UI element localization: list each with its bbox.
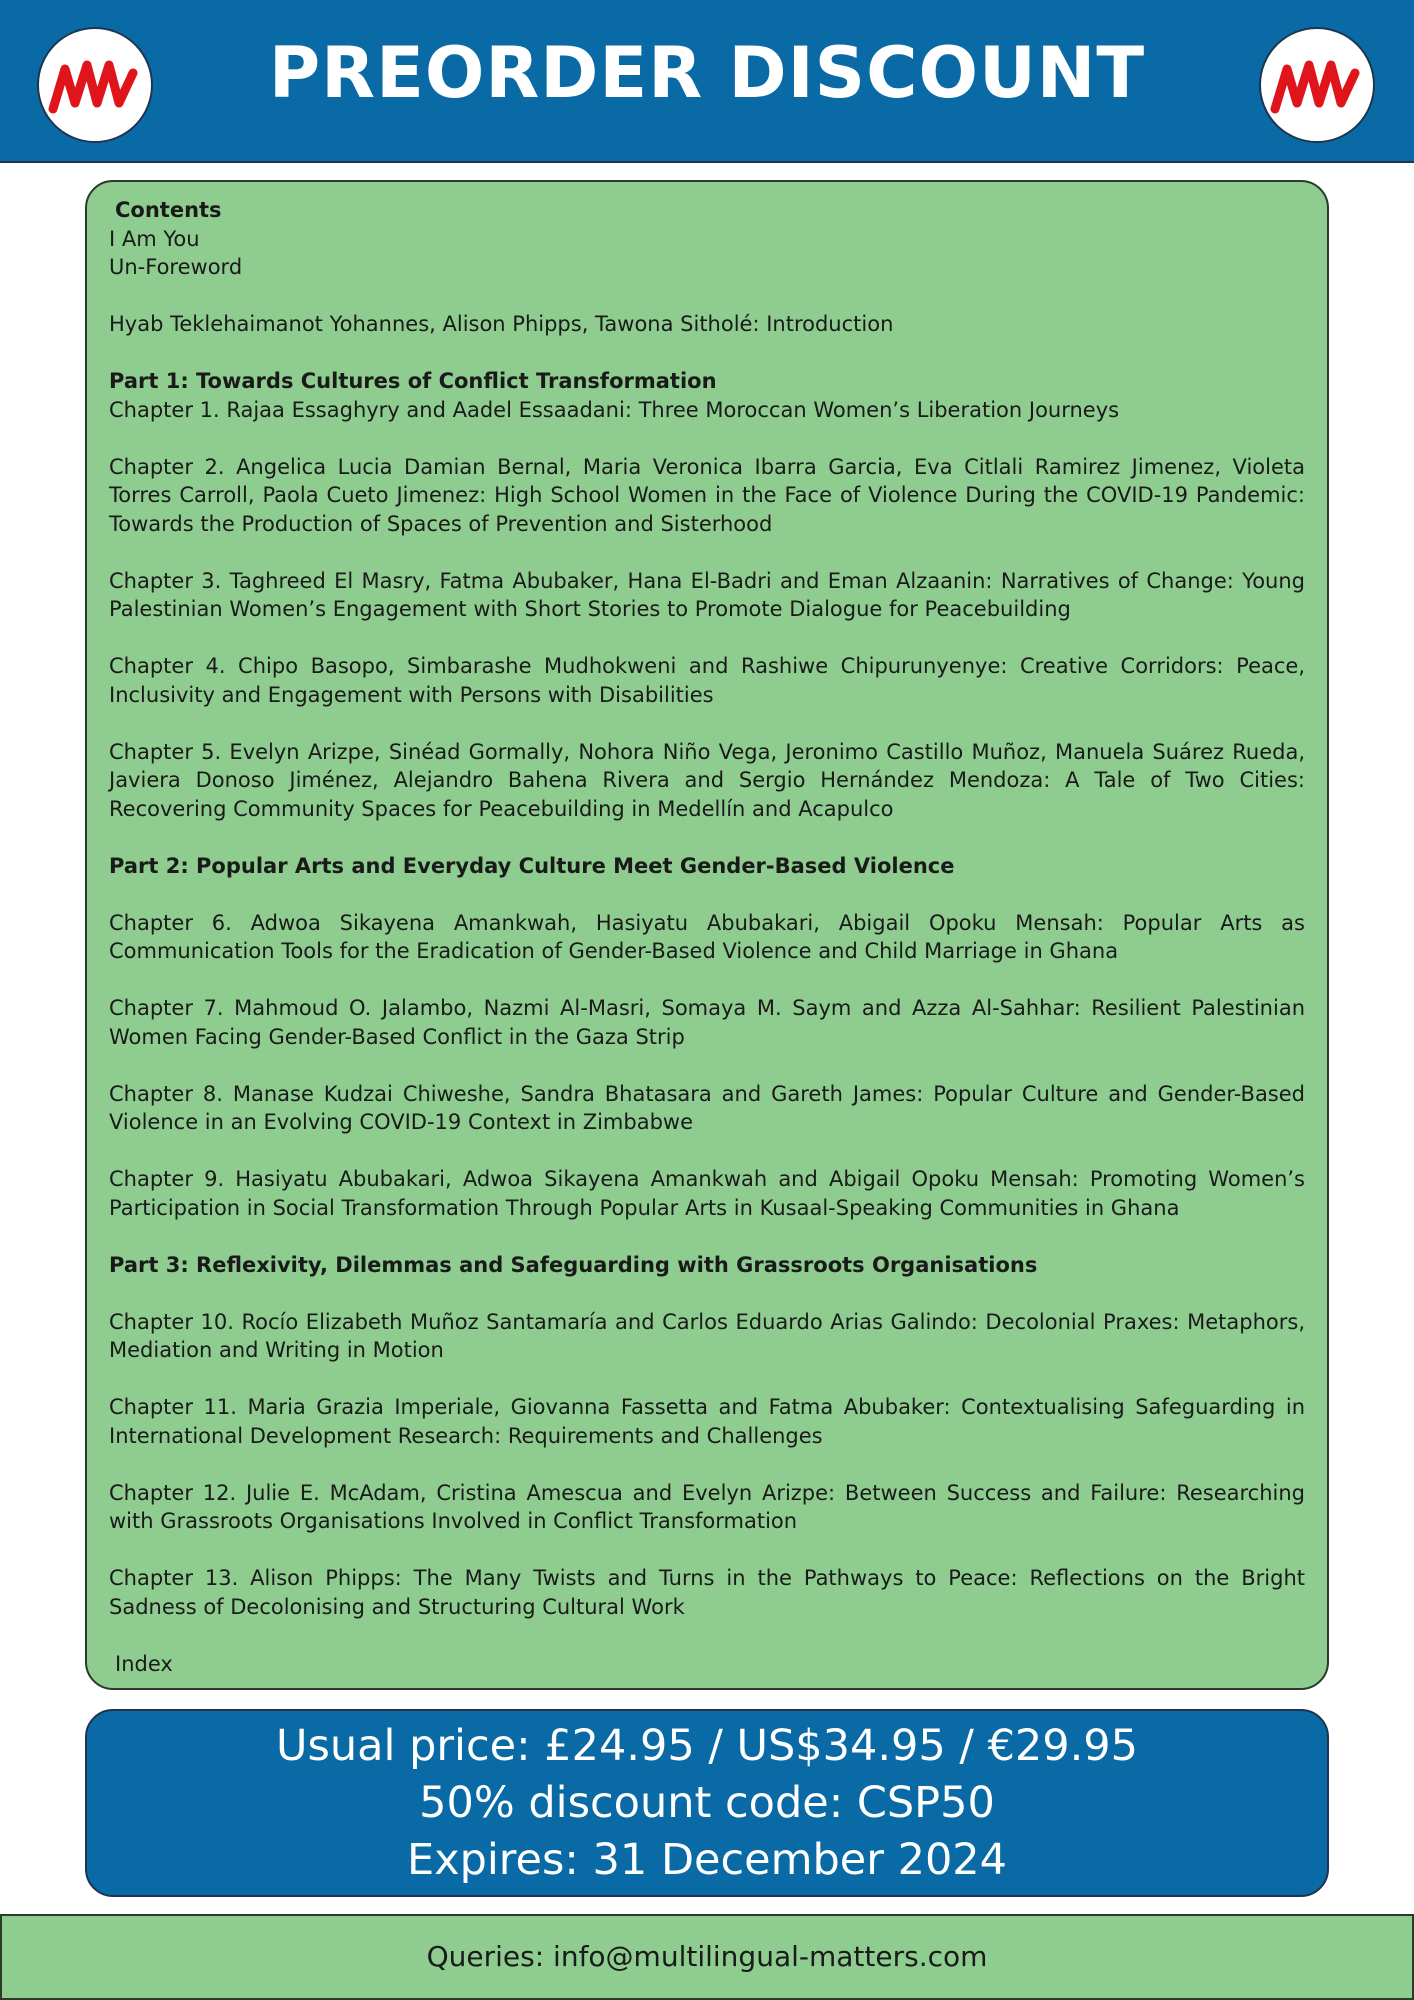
introduction-entry: Hyab Teklehaimanot Yohannes, Alison Phipps, Tawona Sitholé: Introduction <box>109 312 894 336</box>
chapter-entry: Chapter 10. Rocío Elizabeth Muñoz Santamaría and Carlos Eduardo Arias Galindo: Decolonial Praxes: Metaphors, Mediation and Writing in Motion <box>109 1309 1305 1362</box>
front-matter-item: I Am You <box>109 226 200 251</box>
contents-heading: Contents <box>115 198 222 222</box>
queries-email[interactable]: Queries: info@multilingual-matters.com <box>426 1940 988 1973</box>
page-title: PREORDER DISCOUNT <box>268 32 1146 114</box>
chapter-entry: Chapter 3. Taghreed El Masry, Fatma Abubaker, Hana El-Badri and Eman Alzaanin: Narratives of Change: Young Palestinian Women’s Engagement with Short Stories to Promote Dialogue for Peacebuilding <box>109 568 1305 621</box>
usual-price: Usual price: £24.95 / US$34.95 / €29.95 <box>275 1721 1139 1771</box>
chapter-entry: Chapter 13. Alison Phipps: The Many Twists and Turns in the Pathways to Peace: Reflections on the Bright Sadness of Decolonising and Structuring Cultural Work <box>109 1566 1305 1619</box>
multilingual-matters-logo-icon <box>1259 27 1375 143</box>
chapter-entry: Chapter 5. Evelyn Arizpe, Sinéad Gormally, Nohora Niño Vega, Jeronimo Castillo Muñoz, Manuela Suárez Rueda, Javiera Donoso Jiménez, Alejandro Bahena Rivera and Sergio Hernández Mendoza: A Tale of Two Cities: Recovering Community Spaces for Peacebuilding in Medellín and Acapulco <box>109 739 1305 821</box>
front-matter-item: Un-Foreword <box>109 255 243 279</box>
price-panel <box>85 1709 1329 1897</box>
table-of-contents <box>109 196 1305 1678</box>
chapter-entry: Chapter 8. Manase Kudzai Chiweshe, Sandra Bhatasara and Gareth James: Popular Culture and Gender-Based Violence in an Evolving COVID-19 Context in Zimbabwe <box>109 1081 1305 1134</box>
chapter-entry: Chapter 4. Chipo Basopo, Simbarashe Mudhokweni and Rashiwe Chipurunyenye: Creative Corridors: Peace, Inclusivity and Engagement with Persons with Disabilities <box>109 654 1305 707</box>
chapter-entry: Chapter 2. Angelica Lucia Damian Bernal, Maria Veronica Ibarra Garcia, Eva Citlali Ramirez Jimenez, Violeta Torres Carroll, Paola Cueto Jimenez: High School Women in the Face of Violence During the COVID-19 Pandemic: Towards the Production of Spaces of Prevention and Sisterhood <box>109 454 1305 536</box>
part-heading: Part 3: Reflexivity, Dilemmas and Safeguarding with Grassroots Organisations <box>109 1252 1038 1277</box>
chapter-entry: Chapter 12. Julie E. McAdam, Cristina Amescua and Evelyn Arizpe: Between Success and Failure: Researching with Grassroots Organisations Involved in Conflict Transformation <box>109 1480 1305 1533</box>
chapter-entry: Chapter 6. Adwoa Sikayena Amankwah, Hasiyatu Abubakari, Abigail Opoku Mensah: Popular Arts as Communication Tools for the Eradication of Gender-Based Violence and Child Marriage in Ghana <box>109 910 1305 963</box>
chapter-entry: Chapter 9. Hasiyatu Abubakari, Adwoa Sikayena Amankwah and Abigail Opoku Mensah: Promoting Women’s Participation in Social Transformation Through Popular Arts in Kusaal-Speaking Communities in Ghana <box>109 1167 1305 1220</box>
chapter-entry: Chapter 11. Maria Grazia Imperiale, Giovanna Fassetta and Fatma Abubaker: Contextualising Safeguarding in International Development Research: Requirements and Challenges <box>109 1395 1305 1448</box>
part-heading: Part 1: Towards Cultures of Conflict Transformation <box>109 369 717 393</box>
chapter-entry: Chapter 7. Mahmoud O. Jalambo, Nazmi Al-Masri, Somaya M. Saym and Azza Al-Sahhar: Resilient Palestinian Women Facing Gender-Based Conflict in the Gaza Strip <box>109 996 1305 1049</box>
discount-code: 50% discount code: CSP50 <box>419 1778 995 1828</box>
expiry-date: Expires: 31 December 2024 <box>406 1835 1008 1885</box>
contents-panel <box>85 180 1329 1690</box>
index-entry: Index <box>115 1651 173 1676</box>
footer-queries <box>0 1914 1414 2000</box>
part-heading: Part 2: Popular Arts and Everyday Culture Meet Gender-Based Violence <box>109 853 955 878</box>
chapter-entry: Chapter 1. Rajaa Essaghyry and Aadel Essaadani: Three Moroccan Women’s Liberation Journeys <box>109 397 1120 422</box>
header-banner <box>0 0 1414 163</box>
